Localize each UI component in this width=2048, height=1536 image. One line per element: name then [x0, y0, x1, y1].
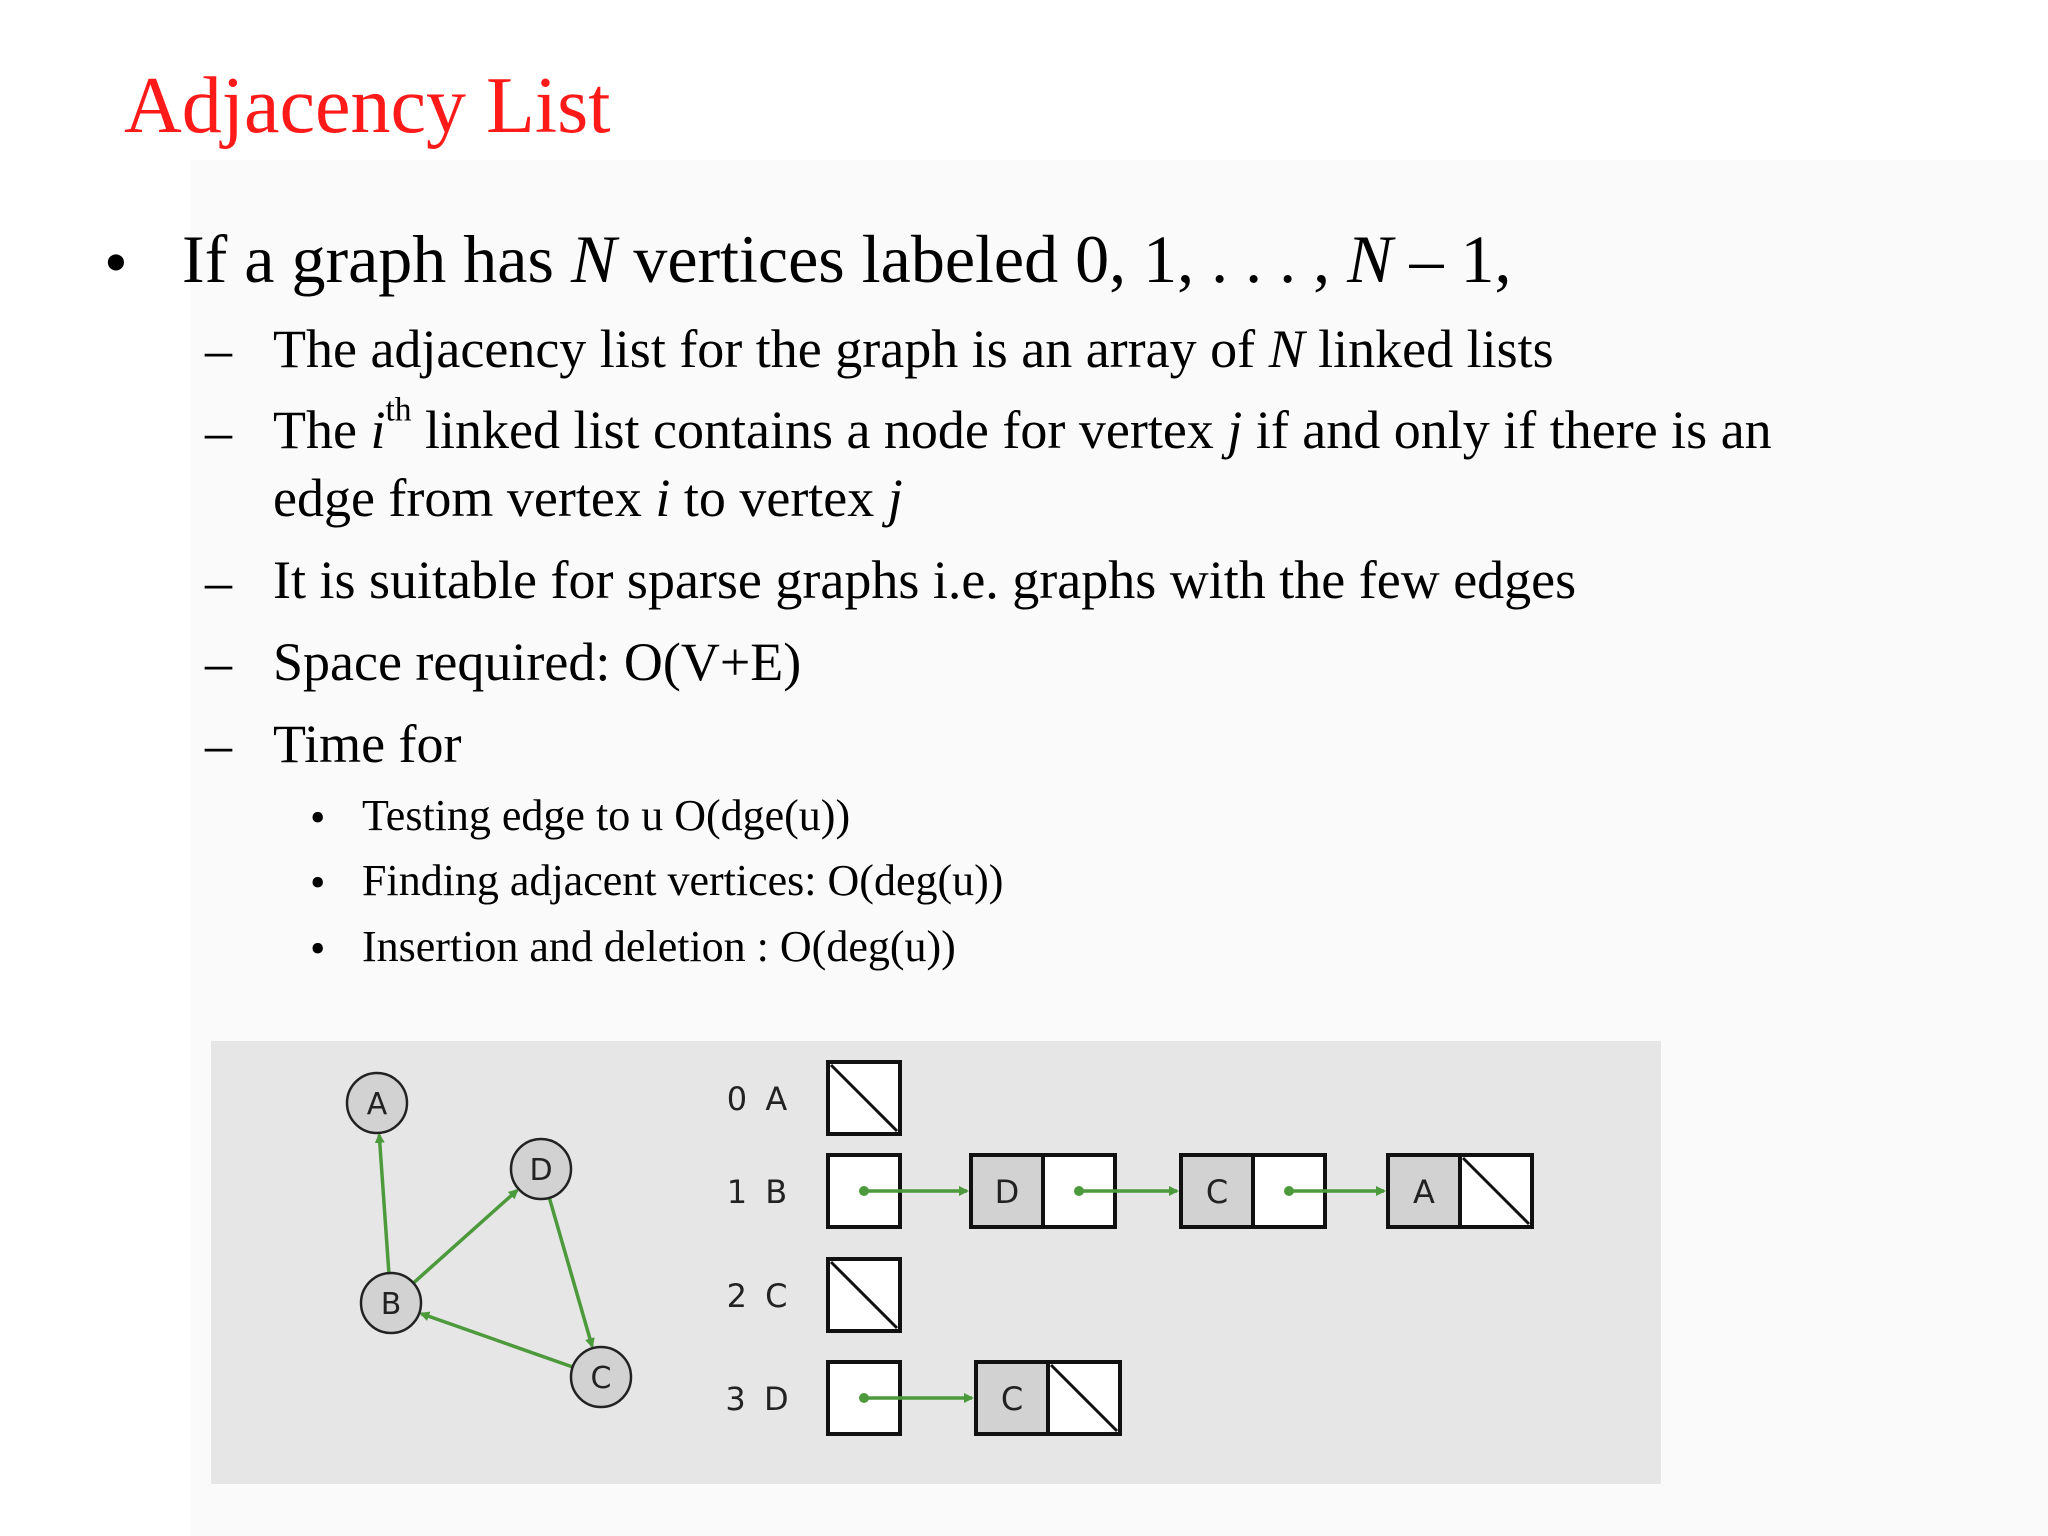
bullet-marker: • [310, 858, 326, 907]
sub-bullet-sparse-graphs: It is suitable for sparse graphs i.e. graphs with the few edges [273, 550, 1577, 610]
text: if and only if there is an [1242, 400, 1772, 460]
var-j: j [887, 468, 903, 528]
sub-sub-bullet-finding-adjacent: Finding adjacent vertices: O(deg(u)) [362, 856, 1004, 905]
graph-vertex-label-D: D [529, 1153, 553, 1188]
bullet-marker: • [310, 924, 326, 973]
directed-graph [347, 1073, 631, 1407]
bullet-marker: • [104, 224, 128, 300]
dash-marker: – [205, 633, 232, 693]
row-label-0: 0 A [726, 1080, 792, 1118]
list-node-label-D: D [994, 1173, 1020, 1211]
bullet-marker: • [310, 793, 326, 842]
var-n: N [570, 221, 617, 297]
graph-vertex-label-C: C [590, 1361, 612, 1396]
graph-vertex-label-B: B [380, 1287, 402, 1322]
text: If a graph has [182, 221, 571, 297]
sub-bullet-ith-linked-list-continued [273, 468, 903, 528]
sub-bullet-array-of-linked-lists [273, 319, 1554, 379]
graph-edge-B-D [413, 1190, 517, 1283]
text: vertices labeled 0, 1, . . . , [616, 221, 1348, 297]
text: linked lists [1304, 319, 1554, 379]
graph-edge-B-A [379, 1135, 389, 1273]
row-label-3: 3 D [725, 1380, 793, 1418]
bullet-if-graph-has-n-vertices [182, 221, 1512, 297]
var-i: i [370, 400, 386, 460]
text: The [273, 400, 371, 460]
var-n: N [1347, 221, 1393, 297]
list-node-label-C: C [1205, 1173, 1229, 1211]
dash-marker: – [205, 402, 232, 462]
row-label-2: 2 C [726, 1277, 792, 1315]
row-label-1: 1 B [726, 1173, 792, 1211]
text: – 1, [1392, 221, 1512, 297]
dash-marker: – [205, 715, 232, 775]
text: to vertex [670, 468, 888, 528]
sub-bullet-space-required: Space required: O(V+E) [273, 632, 802, 692]
sub-bullet-ith-linked-list [273, 391, 1772, 460]
dash-marker: – [205, 320, 232, 380]
sub-bullet-time-for: Time for [273, 714, 462, 774]
figure-canvas [211, 1041, 1661, 1484]
dash-marker: – [205, 552, 232, 612]
graph-edge-C-B [421, 1314, 573, 1367]
graph-vertex-label-A: A [366, 1087, 388, 1122]
slide-title: Adjacency List [124, 62, 611, 150]
text: linked list contains a node for vertex [411, 400, 1228, 460]
text: edge from vertex [273, 468, 656, 528]
adjacency-list-figure [211, 1041, 1661, 1484]
var-j: j [1227, 400, 1243, 460]
list-node-label-A: A [1413, 1173, 1435, 1211]
var-i: i [655, 468, 671, 528]
list-node-label-C: C [1000, 1380, 1024, 1418]
var-n: N [1268, 319, 1305, 379]
sub-sub-bullet-testing-edge: Testing edge to u O(dge(u)) [362, 791, 851, 840]
adjacency-list-rows [725, 1062, 1532, 1434]
text: The adjacency list for the graph is an array of [273, 319, 1269, 379]
superscript-th: th [385, 391, 412, 429]
sub-sub-bullet-insertion-deletion: Insertion and deletion : O(deg(u)) [362, 922, 956, 971]
graph-edge-D-C [549, 1198, 592, 1346]
